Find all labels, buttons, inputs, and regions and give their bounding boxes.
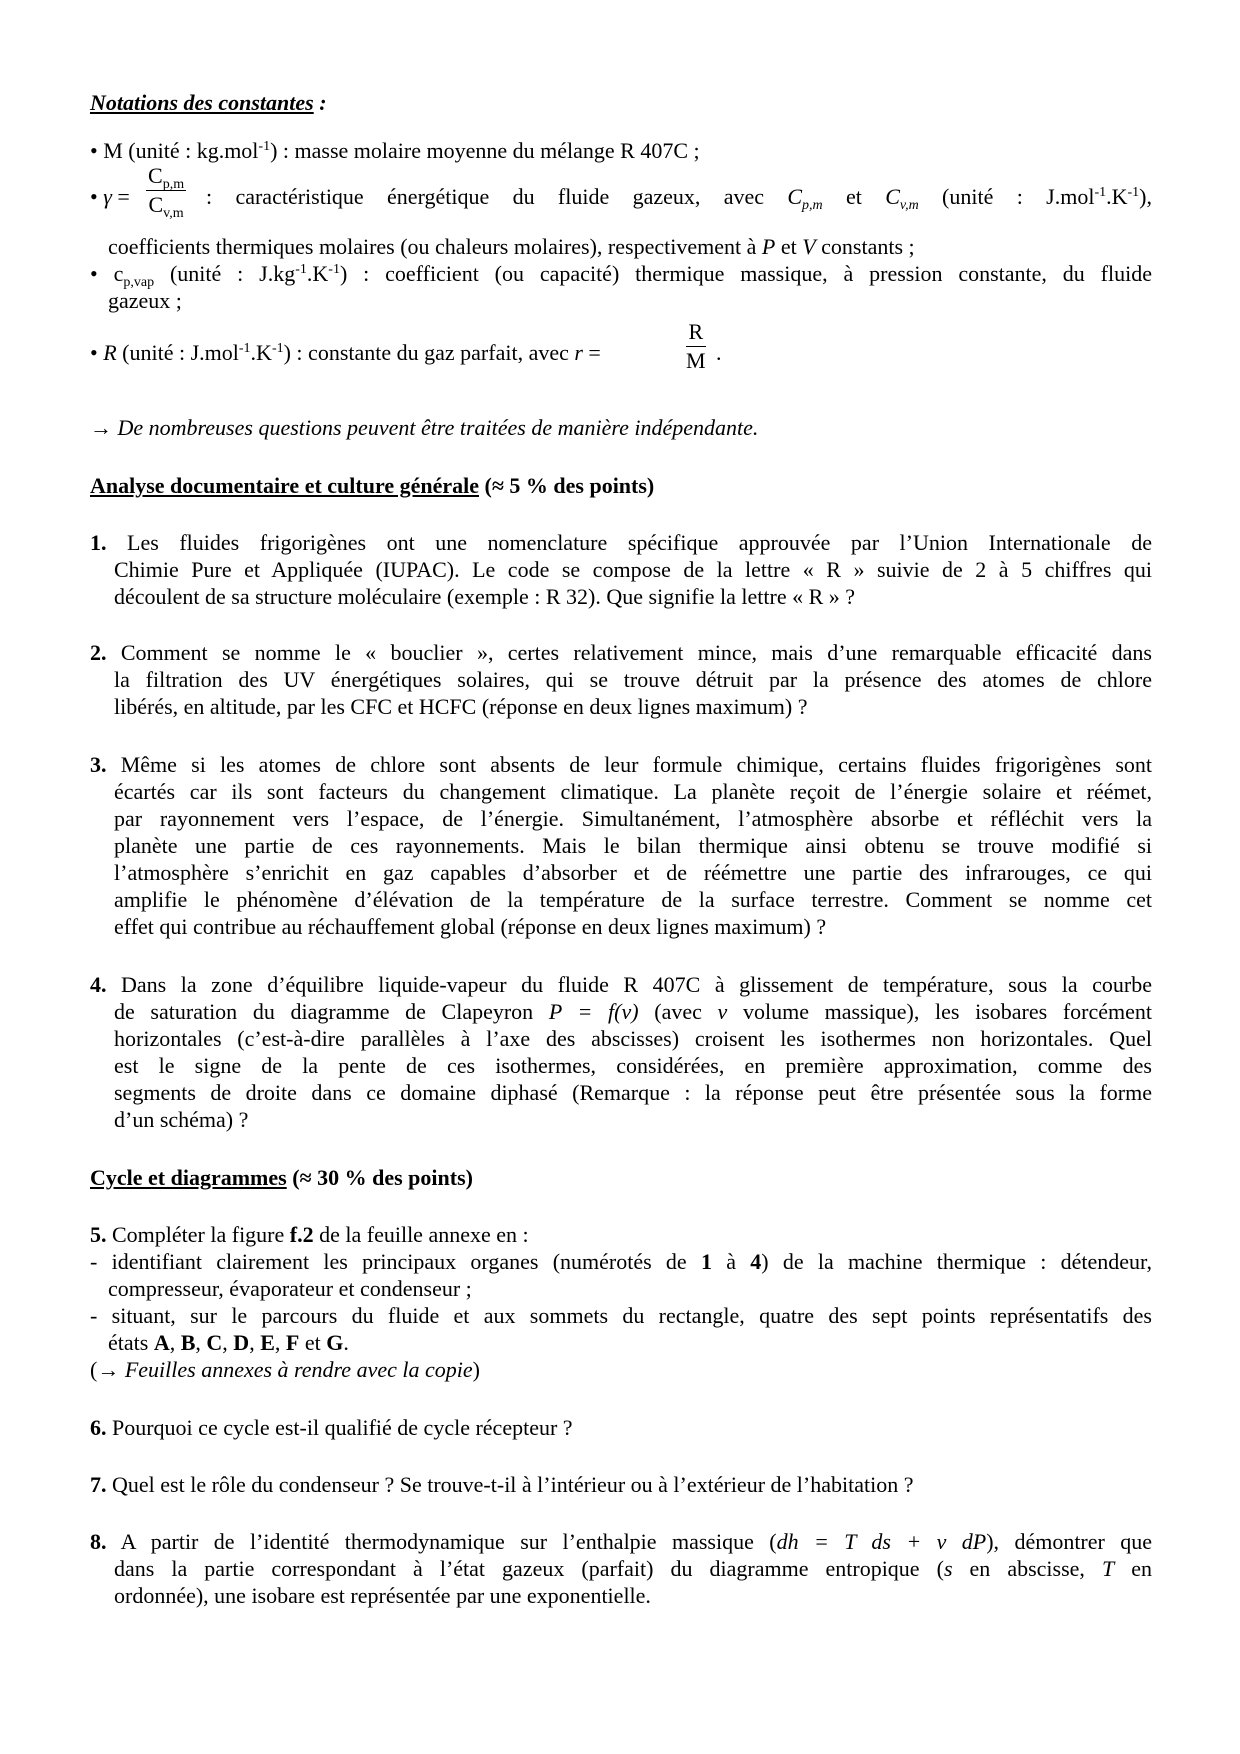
- question-3-line: l’atmosphère s’enrichit en gaz capables d’absorber et de réémettre une partie des infrarouges, ce qui: [114, 860, 1152, 885]
- gamma-description: : caractéristique énergétique du fluide gazeux, avec $C_{p,m}$ et $C_{v,m}$ (unité : $J.mol^{-1}.K^{-1}$),: [206, 184, 1152, 213]
- notation-coefficients: coefficients thermiques molaires (ou chaleurs molaires), respectivement à P et V constants ;: [108, 234, 915, 259]
- question-7: 7. Quel est le rôle du condenseur ? Se trouve-t-il à l’intérieur ou à l’extérieur de l’habitation ?: [90, 1472, 914, 1497]
- question-3-line: effet qui contribue au réchauffement global (réponse en deux lignes maximum) ?: [114, 914, 827, 939]
- question-4-line: segments de droite dans ce domaine diphasé (Remarque : la réponse peut être présentée sous la forme: [114, 1080, 1152, 1105]
- question-3-line: amplifie le phénomène d’élévation de la température de la surface terrestre. Comment se nomme cet: [114, 887, 1152, 912]
- question-2-line: la filtration des UV énergétiques solaires, qui se trouve détruit par la présence des atomes de chlore: [114, 667, 1152, 692]
- notation-cpvap: • $c_{p,vap}$ (unité : $J.kg^{-1}.K^{-1}$) : coefficient (ou capacité) thermique massique, à pression constante, du fluide: [90, 261, 1152, 290]
- question-5-states: états A, B, C, D, E, F et G.: [108, 1330, 349, 1355]
- question-4: 4. Dans la zone d’équilibre liquide-vapeur du fluide R 407C à glissement de température, sous la courbe: [90, 972, 1152, 997]
- question-5-line: - situant, sur le parcours du fluide et aux sommets du rectangle, quatre des sept points représentatifs des: [90, 1303, 1152, 1328]
- gamma-fraction: $\frac{C_{p,m}}{C_{v,m}}$: [148, 163, 185, 221]
- notation-m: • M (unité : kg.mol$^{-1}$) : masse molaire moyenne du mélange R 407C ;: [90, 138, 700, 163]
- question-5-line: - identifiant clairement les principaux organes (numérotés de 1 à 4) de la machine thermique : détendeur,: [90, 1249, 1152, 1274]
- question-4-line: de saturation du diagramme de Clapeyron P = f(v) (avec v volume massique), les isobares forcément: [114, 999, 1153, 1024]
- question-4-line: d’un schéma) ?: [114, 1107, 249, 1132]
- question-4-line: est le signe de la pente de ces isothermes, considérées, en première approximation, comme des: [114, 1053, 1152, 1078]
- question-1-line: découlent de sa structure moléculaire (exemple : R 32). Que signifie la lettre « R » ?: [114, 584, 856, 609]
- r-fraction: $\frac{R}{M}$: [686, 319, 706, 373]
- question-4-line: horizontales (c’est-à-dire parallèles à l’axe des abscisses) croisent les isothermes non horizontales. Quel: [114, 1026, 1152, 1051]
- question-3-line: planète une partie de ces rayonnements. Mais le bilan thermique ainsi obtenu se trouve modifié si: [114, 833, 1152, 858]
- question-1-line: Chimie Pure et Appliquée (IUPAC). Le code se compose de la lettre « R » suivie de 2 à 5 chiffres qui: [114, 557, 1152, 582]
- question-6: 6. Pourquoi ce cycle est-il qualifié de cycle récepteur ?: [90, 1415, 573, 1440]
- notations-title: Notations des constantes: [90, 90, 314, 115]
- notation-r: • R (unité : $J.mol^{-1}.K^{-1}$) : constante du gaz parfait, avec r = $\frac{R}{M}$ .: [90, 319, 722, 373]
- question-3-line: par rayonnement vers l’espace, de l’énergie. Simultanément, l’atmosphère absorbe et réfléchit vers la: [114, 806, 1152, 831]
- question-5-line: compresseur, évaporateur et condenseur ;: [108, 1276, 472, 1301]
- notation-cpvap-cont: gazeux ;: [108, 288, 182, 313]
- question-3: 3. Même si les atomes de chlore sont absents de leur formule chimique, certains fluides frigorigènes sont: [90, 752, 1152, 777]
- question-8: 8. A partir de l’identité thermodynamique sur l’enthalpie massique (dh = T ds + v dP), démontrer que: [90, 1529, 1153, 1554]
- notations-heading: [90, 88, 327, 117]
- section-heading-analyse: Analyse documentaire et culture générale (≈ 5 % des points): [90, 473, 655, 498]
- notations-title-colon: :: [313, 90, 327, 115]
- question-2: 2. Comment se nomme le « bouclier », certes relativement mince, mais d’une remarquable efficacité dans: [90, 640, 1152, 665]
- question-1: 1. Les fluides frigorigènes ont une nomenclature spécifique approuvée par l’Union Internationale de: [90, 530, 1152, 555]
- independence-note: → De nombreuses questions peuvent être traitées de manière indépendante.: [90, 415, 759, 440]
- section-heading-cycle: Cycle et diagrammes (≈ 30 % des points): [90, 1165, 473, 1190]
- question-8-line: dans la partie correspondant à l’état gazeux (parfait) du diagramme entropique (s en abscisse, T en: [114, 1556, 1153, 1581]
- question-5-annex-note: (→ Feuilles annexes à rendre avec la copie): [90, 1357, 480, 1382]
- question-2-line: libérés, en altitude, par les CFC et HCFC (réponse en deux lignes maximum) ?: [114, 694, 808, 719]
- question-5: 5. Compléter la figure f.2 de la feuille annexe en :: [90, 1222, 529, 1247]
- question-3-line: écartés car ils sont facteurs du changement climatique. La planète reçoit de l’énergie solaire et réémet,: [114, 779, 1152, 804]
- notation-gamma: • γ = $\frac{C_{p,m}}{C_{v,m}}$ : caractéristique énergétique du fluide gazeux, avec $C_{p,m}$ et $C_{v,m}$ (unité : $J.mol^{-1}.K^{-1}$),: [90, 163, 1152, 221]
- question-8-line: ordonnée), une isobare est représentée par une exponentielle.: [114, 1583, 651, 1608]
